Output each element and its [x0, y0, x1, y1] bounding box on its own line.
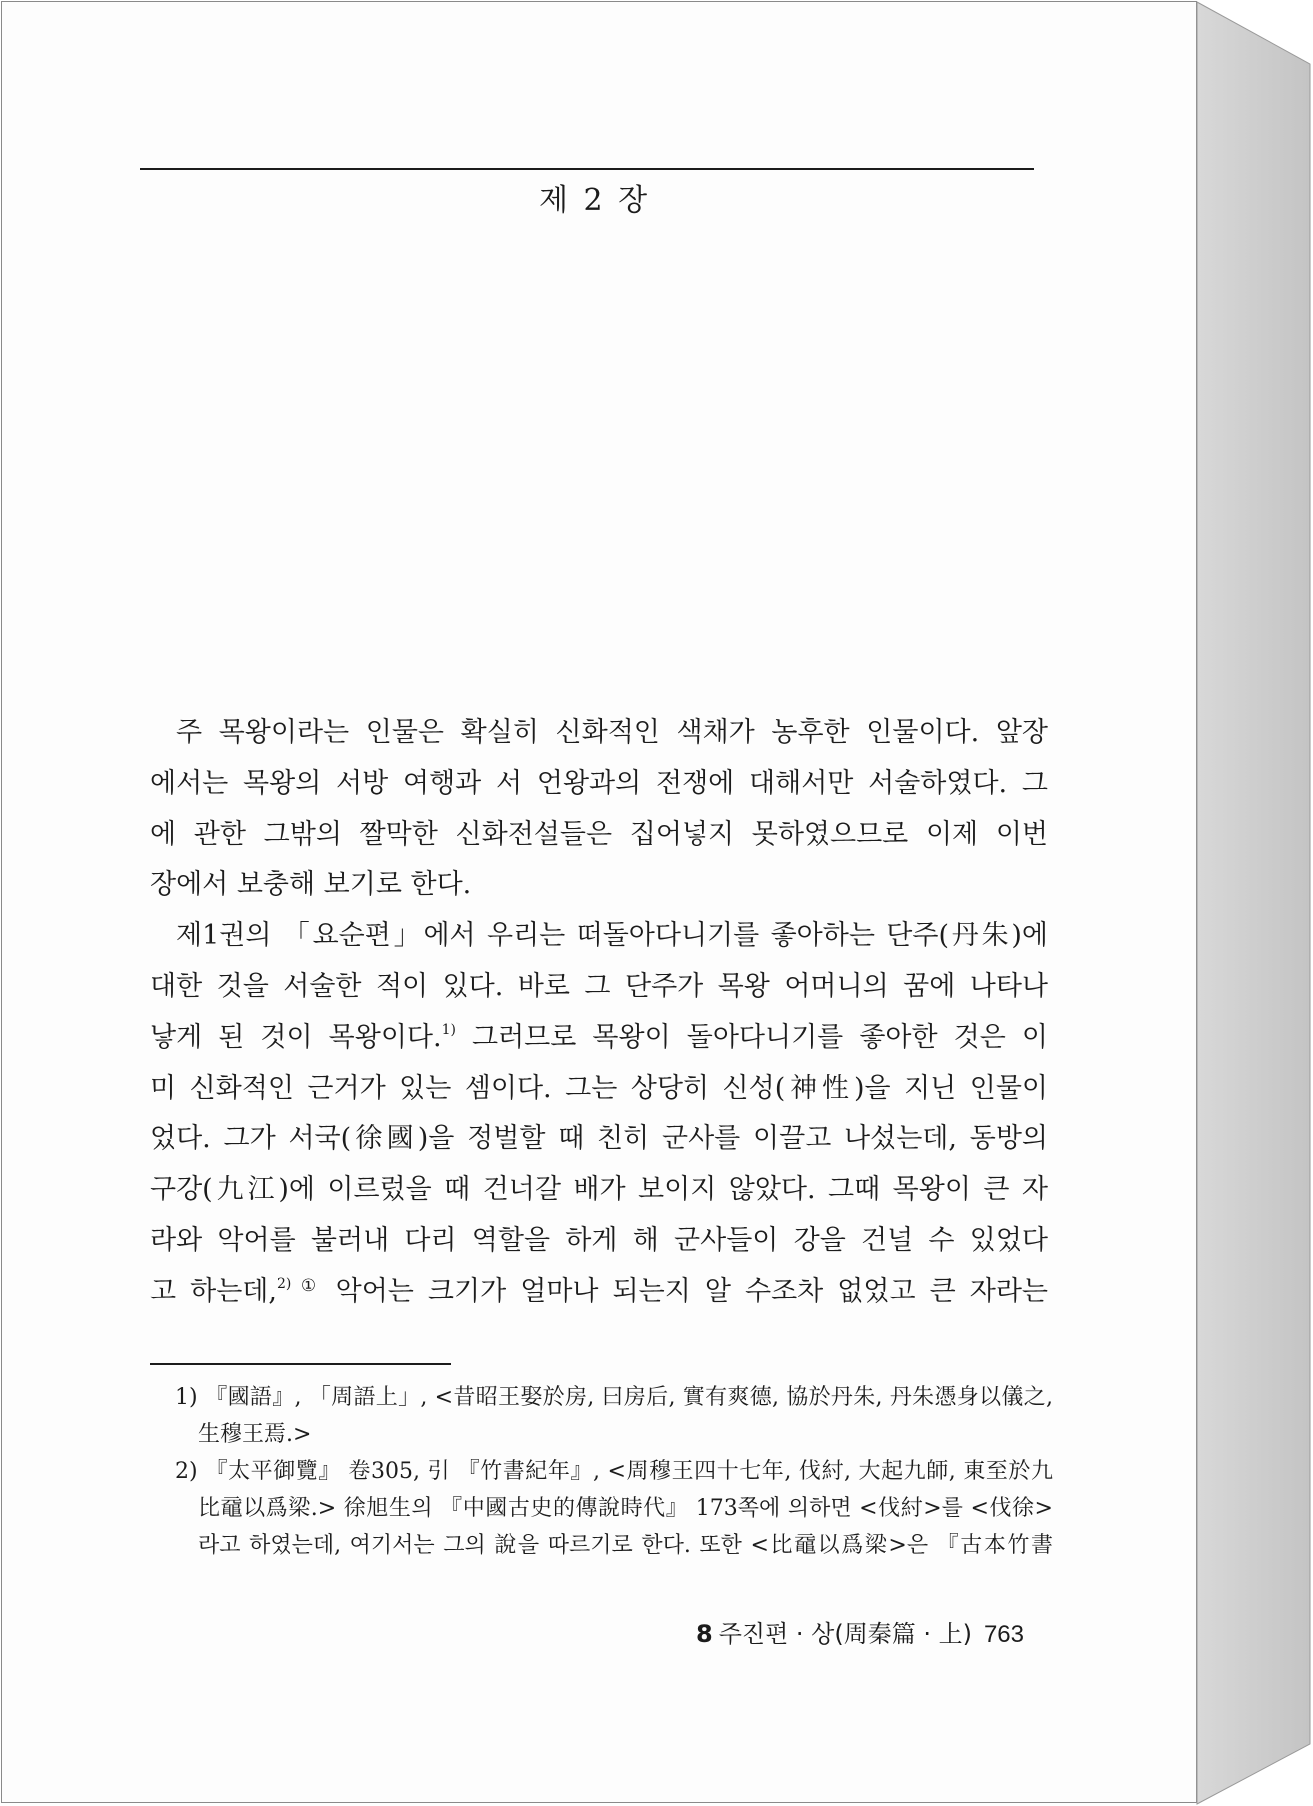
body-line	[150, 1267, 1048, 1318]
footnote-rule	[150, 1363, 451, 1365]
body-line: 주 목왕이라는 인물은 확실히 신화적인 색채가 농후한 인물이다. 앞장	[176, 717, 1048, 748]
page-footer	[696, 1620, 1024, 1648]
line-text: 낳게 된 것이 목왕이다.	[150, 1021, 442, 1053]
footnote-line: 生穆王焉.>	[198, 1422, 312, 1447]
body-line: 었다. 그가 서국(徐國)을 정벌할 때 친히 군사를 이끌고 나섰는데, 동방의	[150, 1123, 1048, 1155]
line-text: 그러므로 목왕이 돌아다니기를 좋아한 것은 이	[455, 1021, 1048, 1053]
section-number: 8	[696, 1620, 713, 1648]
footnote-line: 比黿以爲梁.> 徐旭生의 『中國古史的傳說時代』 173쪽에 의하면 <伐紂>를 <伐徐>	[198, 1496, 1053, 1521]
footnote-number: 1)	[175, 1385, 198, 1410]
footnote-line	[175, 1379, 1053, 1416]
footnote-ref: 2)	[276, 1275, 292, 1292]
footnote-line: 라고 하였는데, 여기서는 그의 說을 따르기로 한다. 또한 <比黿以爲梁>은 『古本竹書	[198, 1533, 1053, 1558]
body-line: 대한 것을 서술한 적이 있다. 바로 그 단주가 목왕 어머니의 꿈에 나타나	[150, 970, 1048, 1002]
body-text	[150, 708, 1048, 1318]
line-text: 악어는 크기가 얼마나 되는지 알 수조차 없었고 큰 자라는	[321, 1275, 1048, 1307]
body-line: 에 관한 그밖의 짤막한 신화전설들은 집어넣지 못하였으므로 이제 이번	[150, 818, 1048, 850]
footnote-ref: 1)	[441, 1021, 456, 1038]
body-line: 구강(九江)에 이르렀을 때 건너갈 배가 보이지 않았다. 그때 목왕이 큰 자	[150, 1174, 1048, 1206]
body-line	[150, 1013, 1048, 1064]
body-line: 라와 악어를 불러내 다리 역할을 하게 해 군사들이 강을 건널 수 있었다	[150, 1224, 1048, 1256]
footnote	[175, 1379, 1053, 1453]
footnote	[175, 1453, 1053, 1564]
body-line: 장에서 보충해 보기로 한다.	[150, 869, 472, 901]
footnote-text: 『國語』, 「周語上」, <昔昭王娶於房, 曰房后, 實有爽德, 協於丹朱, 丹朱憑身以儀之,	[205, 1385, 1053, 1410]
line-text: 고 하는데,	[150, 1275, 277, 1307]
body-paragraph	[150, 708, 1048, 911]
body-paragraph	[150, 911, 1048, 1317]
note-marker: ①	[295, 1275, 322, 1296]
body-line: 에서는 목왕의 서방 여행과 서 언왕과의 전쟁에 대해서만 서술하였다. 그	[150, 767, 1048, 799]
section-title: 주진편 · 상(周秦篇 · 上)	[718, 1620, 972, 1648]
footnote-number: 2)	[175, 1459, 198, 1484]
footnotes	[175, 1379, 1053, 1564]
chapter-heading: 제 2 장	[538, 183, 648, 218]
body-line: 제1권의 「요순편」에서 우리는 떠돌아다니기를 좋아하는 단주(丹朱)에	[176, 920, 1048, 952]
book-edge-face	[1197, 2, 1310, 1804]
page-number: 763	[983, 1621, 1024, 1648]
footnote-line	[175, 1453, 1053, 1490]
chapter-top-rule	[140, 168, 1034, 170]
footnote-text: 『太平御覽』 卷305, 引 『竹書紀年』, <周穆王四十七年, 伐紂, 大起九師, 東至於九	[205, 1459, 1053, 1484]
body-line: 미 신화적인 근거가 있는 셈이다. 그는 상당히 신성(神性)을 지닌 인물이	[150, 1072, 1048, 1104]
